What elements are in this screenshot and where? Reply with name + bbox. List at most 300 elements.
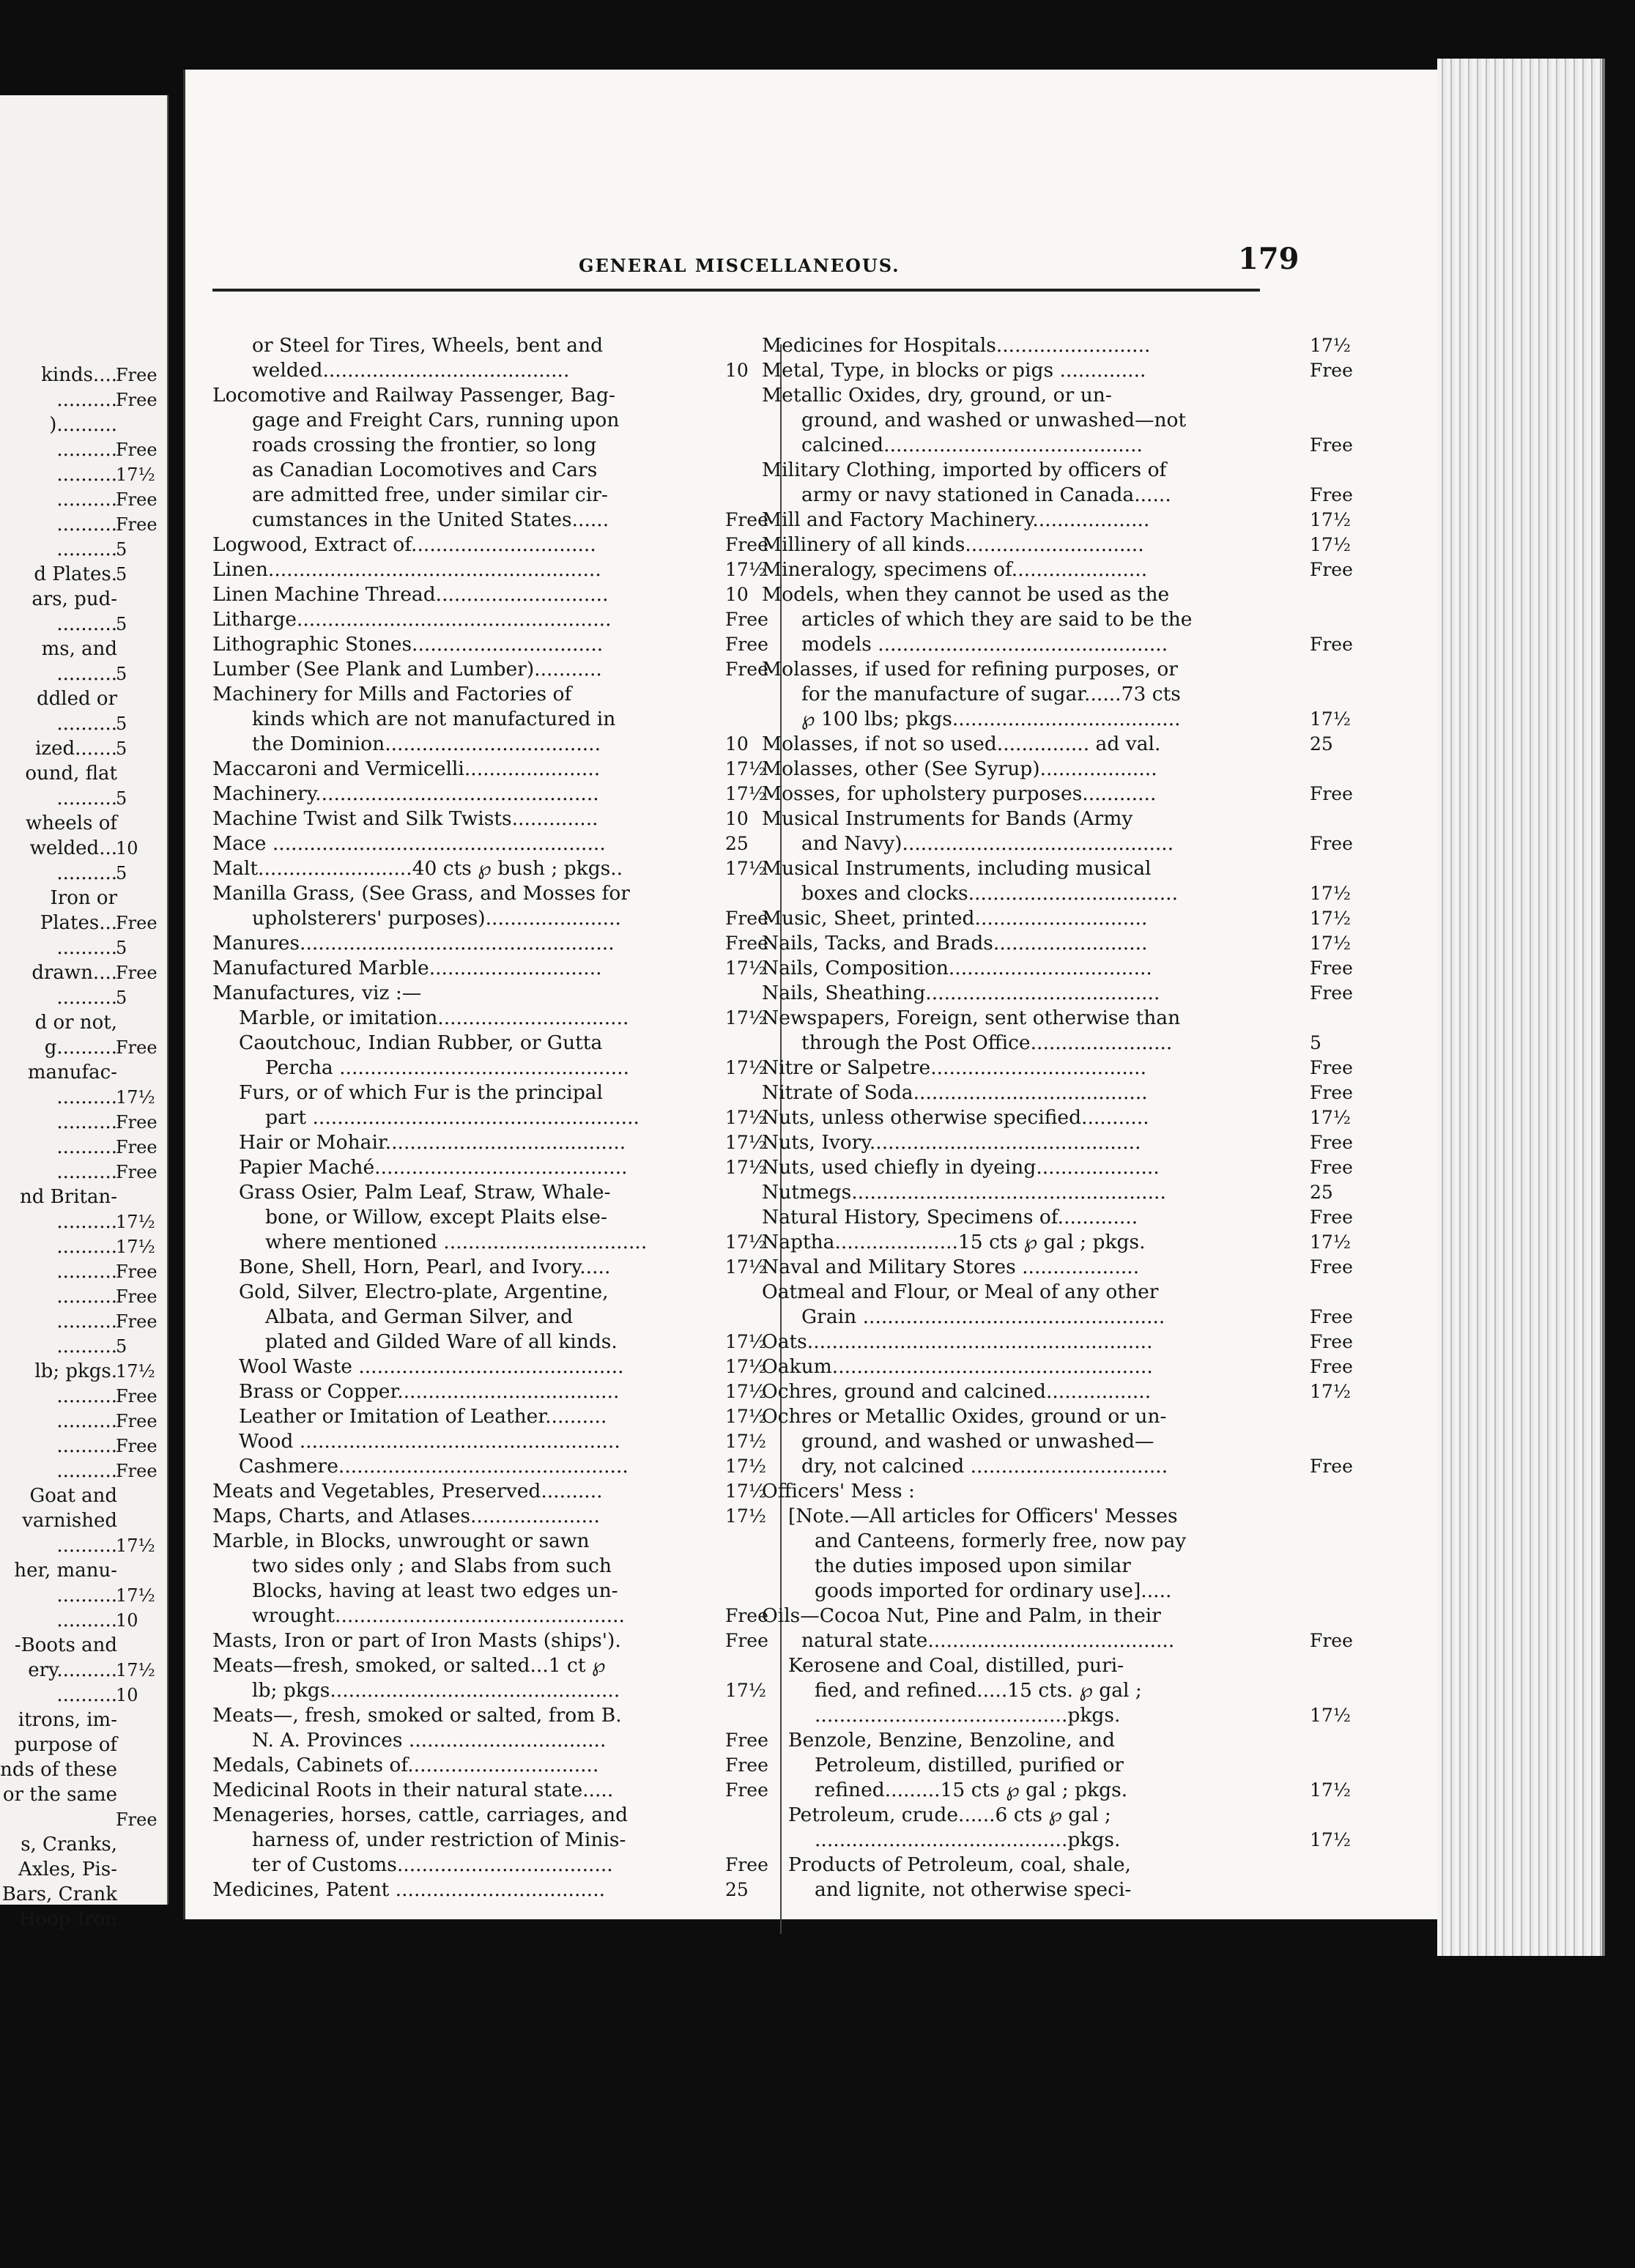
- facing-page-text: ..........: [56, 1311, 117, 1333]
- tariff-entry: [212, 1354, 784, 1379]
- entry-text-line: Nuts, unless otherwise specified...........: [762, 1106, 1149, 1129]
- entry-text-line: Ochres or Metallic Oxides, ground or un-: [762, 1405, 1167, 1428]
- duty-rate: Free: [1310, 783, 1353, 804]
- facing-page-text: Hoop Iron: [19, 1908, 117, 1930]
- facing-page-text: ound, flat: [25, 763, 117, 785]
- facing-page-rate: 17½: [116, 464, 155, 485]
- tariff-entry: [762, 782, 1370, 807]
- duty-rate: Free: [1310, 484, 1353, 505]
- entry-text-line: Medals, Cabinets of...............................: [212, 1754, 599, 1776]
- duty-rate: 25: [725, 833, 749, 854]
- facing-page-rate: Free: [116, 1261, 157, 1282]
- tariff-entry: [762, 1255, 1370, 1280]
- duty-rate: Free: [725, 534, 768, 555]
- tariff-entry: [762, 1853, 1370, 1902]
- entry-text-line: Meats—fresh, smoked, or salted...1 ct ℘: [212, 1654, 606, 1677]
- facing-page-text: purpose of: [14, 1734, 117, 1756]
- facing-page-rate: Free: [116, 1386, 157, 1407]
- facing-page-line: [0, 960, 167, 985]
- entry-text-line: Musical Instruments, including musical: [762, 857, 1152, 880]
- entry-text-line: and lignite, not otherwise speci-: [815, 1878, 1132, 1901]
- entry-text-line: bone, or Willow, except Plaits else-: [265, 1206, 607, 1228]
- entry-text-line: Molasses, if not so used............... ad val.: [762, 733, 1161, 755]
- tariff-entry: [212, 557, 784, 582]
- facing-page-text: or the same: [2, 1784, 117, 1806]
- duty-rate: Free: [1310, 1306, 1353, 1327]
- facing-page-text: ..........: [56, 389, 117, 411]
- entry-text-line: Officers' Mess :: [762, 1480, 915, 1502]
- entry-text-line: Newspapers, Foreign, sent otherwise than: [762, 1007, 1181, 1029]
- facing-page-text: varnished: [22, 1510, 117, 1532]
- facing-page-text: lb; pkgs.: [34, 1360, 117, 1382]
- duty-rate: Free: [725, 1630, 768, 1651]
- entry-text-line: Blocks, having at least two edges un-: [252, 1579, 618, 1602]
- entry-text-line: Medicines, Patent ..................................: [212, 1878, 606, 1901]
- entry-text-line: Products of Petroleum, coal, shale,: [788, 1853, 1131, 1876]
- tariff-entry: [212, 1031, 784, 1081]
- facing-page-text: ..........: [56, 1261, 117, 1283]
- facing-page-line: [0, 437, 167, 462]
- duty-rate: Free: [725, 609, 768, 630]
- duty-rate: 17½: [1310, 509, 1352, 530]
- facing-page-line: [0, 1807, 167, 1832]
- duty-rate: 17½: [725, 858, 767, 879]
- facing-page-text: ..........: [56, 1086, 117, 1108]
- facing-page-text: ..........: [56, 1585, 117, 1606]
- entry-text-line: Leather or Imitation of Leather..........: [239, 1405, 607, 1428]
- duty-rate: 17½: [1310, 1705, 1352, 1726]
- facing-page-text: ized.......: [35, 738, 117, 760]
- facing-page-line: [0, 363, 167, 388]
- entry-text-line: upholsterers' purposes)......................: [252, 907, 621, 930]
- entry-text-line: Mineralogy, specimens of......................: [762, 558, 1148, 581]
- facing-page-line: [0, 1010, 167, 1035]
- entry-text-line: Manures...................................................: [212, 932, 615, 955]
- facing-page-line: [0, 1633, 167, 1658]
- entry-text-line: Marble, in Blocks, unwrought or sawn: [212, 1530, 590, 1552]
- entry-text-line: for the manufacture of sugar......73 cts: [801, 683, 1181, 705]
- duty-rate: Free: [1310, 360, 1353, 381]
- facing-page-line: [0, 811, 167, 836]
- duty-rate: Free: [1310, 1356, 1353, 1377]
- facing-page-text: ..........: [56, 1460, 117, 1482]
- facing-page-rate: Free: [116, 963, 157, 983]
- entry-text-line: Grass Osier, Palm Leaf, Straw, Whale-: [239, 1181, 611, 1204]
- entry-text-line: fied, and refined.....15 cts. ℘ gal ;: [815, 1679, 1142, 1702]
- facing-page-line: [0, 985, 167, 1010]
- tariff-entry: [212, 757, 784, 782]
- duty-rate: 17½: [1310, 908, 1352, 929]
- duty-rate: Free: [1310, 559, 1353, 580]
- facing-page-text: ..........: [56, 987, 117, 1009]
- tariff-entry: [762, 458, 1370, 508]
- tariff-entry: [762, 1803, 1370, 1853]
- duty-rate: Free: [1310, 1456, 1353, 1477]
- facing-page-line: [0, 587, 167, 612]
- facing-page-line: [0, 1832, 167, 1857]
- facing-page-text: nd Britan-: [20, 1186, 117, 1208]
- tariff-entry: [212, 956, 784, 981]
- entry-text-line: Oats........................................................: [762, 1330, 1153, 1353]
- facing-page-line: [0, 1035, 167, 1060]
- facing-page-text: manufac-: [27, 1061, 117, 1083]
- facing-page-text: ..........: [56, 1211, 117, 1233]
- entry-text-line: and Navy)............................................: [801, 832, 1174, 855]
- entry-text-line: Naval and Military Stores ...................: [762, 1256, 1140, 1278]
- entry-text-line: as Canadian Locomotives and Cars: [252, 459, 598, 481]
- entry-text-line: cumstances in the United States......: [252, 508, 609, 531]
- entry-text-line: goods imported for ordinary use].....: [815, 1579, 1172, 1602]
- tariff-entry: [212, 1479, 784, 1504]
- duty-rate: Free: [1310, 982, 1353, 1004]
- facing-page-line: [0, 786, 167, 811]
- facing-page-text: welded...: [29, 837, 117, 859]
- entry-text-line: refined.........15 cts ℘ gal ; pkgs.: [815, 1779, 1128, 1801]
- duty-rate: 17½: [725, 1505, 767, 1527]
- duty-rate: Free: [725, 1754, 768, 1776]
- tariff-entry: [762, 1180, 1370, 1205]
- facing-page-text: drawn....: [31, 962, 117, 984]
- entry-text-line: gage and Freight Cars, running upon: [252, 409, 620, 431]
- duty-rate: Free: [725, 1730, 768, 1751]
- entry-text-line: Linen Machine Thread............................: [212, 583, 609, 606]
- entry-text-line: Nails, Sheathing......................................: [762, 982, 1160, 1004]
- tariff-entry: [762, 1404, 1370, 1479]
- facing-page-text: ..........: [56, 937, 117, 959]
- facing-page-text: ..........: [56, 1385, 117, 1407]
- entry-text-line: Nails, Tacks, and Brads.........................: [762, 932, 1148, 955]
- entry-text-line: Machinery for Mills and Factories of: [212, 683, 572, 705]
- entry-text-line: kinds which are not manufactured in: [252, 708, 616, 730]
- tariff-entry: [212, 1529, 784, 1628]
- entry-text-line: Musical Instruments for Bands (Army: [762, 807, 1133, 830]
- facing-page-rate: Free: [116, 1137, 157, 1157]
- facing-page-text: ..........: [56, 713, 117, 735]
- tariff-entry: [212, 1504, 784, 1529]
- facing-page-rate: Free: [116, 913, 157, 933]
- tariff-entry: [762, 383, 1370, 458]
- entry-text-line: Manufactured Marble............................: [212, 957, 602, 979]
- entry-text-line: Music, Sheet, printed............................: [762, 907, 1148, 930]
- entry-text-line: harness of, under restriction of Minis-: [252, 1828, 626, 1851]
- entry-text-line: Machinery..............................................: [212, 782, 599, 805]
- facing-page-text: ..........: [56, 1136, 117, 1158]
- facing-page-text: ..........: [56, 663, 117, 685]
- facing-page-rate: 5: [116, 987, 127, 1008]
- column-right: [762, 333, 1370, 1902]
- duty-rate: 10: [725, 808, 749, 829]
- facing-page-rate: Free: [116, 1311, 157, 1332]
- entry-text-line: Petroleum, distilled, purified or: [815, 1754, 1124, 1776]
- tariff-entry: [212, 1429, 784, 1454]
- facing-page-line: [0, 512, 167, 537]
- duty-rate: Free: [1310, 1256, 1353, 1278]
- facing-page-line: [0, 1757, 167, 1782]
- entry-text-line: Menageries, horses, cattle, carriages, and: [212, 1804, 629, 1826]
- entry-text-line: Percha ...............................................: [265, 1056, 630, 1079]
- tariff-entry: [762, 1280, 1370, 1330]
- duty-rate: Free: [1310, 833, 1353, 854]
- facing-page-line: [0, 1782, 167, 1807]
- facing-page-rate: 17½: [116, 1087, 155, 1108]
- duty-rate: 17½: [1310, 1231, 1352, 1253]
- entry-text-line: Naptha....................15 cts ℘ gal ; pkgs.: [762, 1231, 1146, 1253]
- facing-page-rate: Free: [116, 1411, 157, 1431]
- facing-page-line: [0, 662, 167, 686]
- facing-page-line: [0, 1459, 167, 1483]
- tariff-entry: [762, 732, 1370, 757]
- duty-rate: Free: [725, 659, 768, 680]
- entry-text-line: Kerosene and Coal, distilled, puri-: [788, 1654, 1124, 1677]
- facing-page-rate: Free: [116, 1112, 157, 1133]
- entry-text-line: Medicinal Roots in their natural state.....: [212, 1779, 614, 1801]
- page-header: [183, 242, 1437, 278]
- facing-page-line: [0, 1085, 167, 1110]
- facing-page-line: [0, 1558, 167, 1583]
- tariff-entry: [762, 1504, 1370, 1604]
- facing-page-line: [0, 1658, 167, 1683]
- duty-rate: 17½: [725, 1107, 767, 1128]
- tariff-entry: [212, 632, 784, 657]
- facing-page-text: wheels of: [26, 812, 117, 834]
- facing-page-line: [0, 1209, 167, 1234]
- facing-page-line: [0, 1384, 167, 1409]
- tariff-entry: [212, 1155, 784, 1180]
- page-number: 179: [1238, 242, 1300, 276]
- duty-rate: Free: [1310, 1331, 1353, 1352]
- facing-page-text: ..........: [56, 1435, 117, 1457]
- facing-page-text: kinds....: [41, 364, 117, 386]
- duty-rate: 25: [1310, 1182, 1333, 1203]
- entry-text-line: N. A. Provinces ................................: [252, 1729, 607, 1752]
- tariff-entry: [212, 607, 784, 632]
- facing-page-text: ..........: [56, 1161, 117, 1183]
- facing-page-line: [0, 487, 167, 512]
- entry-text-line: Cashmere...............................................: [239, 1455, 629, 1478]
- facing-page-rate: 5: [116, 788, 127, 809]
- entry-text-line: through the Post Office.......................: [801, 1031, 1173, 1054]
- facing-page-text: Bars, Crank: [1, 1883, 117, 1905]
- entry-text-line: plated and Gilded Ware of all kinds.: [265, 1330, 618, 1353]
- facing-page-text: ..........: [56, 1335, 117, 1357]
- facing-page-text: ddled or: [37, 688, 117, 710]
- facing-page-rate: Free: [116, 1162, 157, 1182]
- duty-rate: 17½: [725, 1480, 767, 1502]
- facing-page-rate: 17½: [116, 1535, 155, 1556]
- facing-page-line: [0, 1409, 167, 1434]
- facing-page-text: ..........: [56, 1684, 117, 1706]
- tariff-entry: [762, 856, 1370, 906]
- duty-rate: 17½: [1310, 933, 1352, 954]
- tariff-entry: [212, 1180, 784, 1255]
- entry-text-line: Locomotive and Railway Passenger, Bag-: [212, 384, 615, 407]
- duty-rate: Free: [1310, 1207, 1353, 1228]
- entry-text-line: Models, when they cannot be used as the: [762, 583, 1170, 606]
- facing-page-rate: 17½: [116, 1660, 155, 1680]
- entry-text-line: Nitre or Salpetre...................................: [762, 1056, 1147, 1079]
- facing-page-line: [0, 1259, 167, 1284]
- facing-page-rate: 17½: [116, 1361, 155, 1382]
- duty-rate: 17½: [1310, 1107, 1352, 1128]
- tariff-entry: [212, 533, 784, 557]
- facing-page-text: Goat and: [29, 1485, 117, 1507]
- facing-page-line: [0, 1882, 167, 1907]
- duty-rate: Free: [725, 908, 768, 929]
- entry-text-line: Molasses, other (See Syrup)...................: [762, 757, 1157, 780]
- tariff-entry: [212, 682, 784, 757]
- duty-rate: 17½: [1310, 1829, 1352, 1850]
- facing-page-rate: 10: [116, 838, 138, 859]
- tariff-entry: [212, 383, 784, 533]
- duty-rate: 17½: [725, 1356, 767, 1377]
- running-title: GENERAL MISCELLANEOUS.: [579, 255, 900, 276]
- tariff-entry: [212, 1255, 784, 1280]
- facing-page-line: [0, 1185, 167, 1209]
- facing-page-rate: 5: [116, 564, 127, 585]
- tariff-entry: [762, 906, 1370, 931]
- entry-text-line: the duties imposed upon similar: [815, 1554, 1131, 1577]
- tariff-entry: [212, 931, 784, 956]
- tariff-entry: [762, 533, 1370, 557]
- duty-rate: 25: [1310, 733, 1333, 755]
- entry-text-line: Meats—, fresh, smoked or salted, from B.: [212, 1704, 622, 1727]
- facing-page-rate: Free: [116, 1286, 157, 1307]
- facing-page-rate: Free: [116, 1461, 157, 1481]
- tariff-entry: [762, 1205, 1370, 1230]
- facing-page-text: ars, pud-: [31, 588, 117, 610]
- entry-text-line: .........................................pkgs.: [815, 1828, 1121, 1851]
- duty-rate: Free: [725, 1605, 768, 1626]
- duty-rate: 17½: [725, 1231, 767, 1253]
- tariff-entry: [762, 757, 1370, 782]
- facing-page-line: [0, 562, 167, 587]
- facing-page-rate: Free: [116, 440, 157, 460]
- facing-page-line: [0, 1857, 167, 1882]
- facing-page-line: [0, 1309, 167, 1334]
- tariff-entry: [762, 956, 1370, 981]
- tariff-entry: [212, 582, 784, 607]
- duty-rate: 17½: [725, 1007, 767, 1029]
- entry-text-line: Millinery of all kinds.............................: [762, 533, 1144, 556]
- tariff-entry: [762, 981, 1370, 1006]
- duty-rate: Free: [725, 1854, 768, 1875]
- tariff-entry: [212, 831, 784, 856]
- column-left: [212, 333, 784, 1902]
- facing-page-line: [0, 1483, 167, 1508]
- facing-page-text: s, Cranks,: [21, 1834, 117, 1856]
- entry-text-line: Ochres, ground and calcined.................: [762, 1380, 1152, 1403]
- entry-text-line: calcined..........................................: [801, 434, 1143, 456]
- tariff-entry: [212, 333, 784, 383]
- tariff-entry: [212, 1878, 784, 1902]
- tariff-entry: [762, 1081, 1370, 1105]
- facing-page-rate: Free: [116, 1809, 157, 1830]
- tariff-entry: [762, 1056, 1370, 1081]
- facing-page-text: Plates...: [40, 912, 117, 934]
- entry-text-line: Litharge...................................................: [212, 608, 612, 631]
- facing-page-line: [0, 637, 167, 662]
- facing-page-text: g..........: [44, 1037, 117, 1059]
- facing-page-line: [0, 412, 167, 437]
- tariff-entry: [762, 807, 1370, 856]
- duty-rate: 25: [725, 1879, 749, 1900]
- facing-page-rate: Free: [116, 1436, 157, 1456]
- tariff-entry: [762, 1330, 1370, 1354]
- tariff-entry: [762, 931, 1370, 956]
- facing-page-text: d or not,: [34, 1012, 117, 1034]
- entry-text-line: Nuts, Ivory............................................: [762, 1131, 1141, 1154]
- facing-page-line: [0, 1708, 167, 1732]
- entry-text-line: welded........................................: [252, 359, 570, 382]
- facing-page-text: itrons, im-: [18, 1709, 117, 1731]
- facing-page-rate: Free: [116, 365, 157, 385]
- entry-text-line: army or navy stationed in Canada......: [801, 483, 1171, 506]
- entry-text-line: Mill and Factory Machinery...................: [762, 508, 1150, 531]
- facing-page-rate: 10: [116, 1610, 138, 1631]
- duty-rate: 17½: [725, 1132, 767, 1153]
- entry-text-line: Caoutchouc, Indian Rubber, or Gutta: [239, 1031, 603, 1054]
- duty-rate: 17½: [725, 1381, 767, 1402]
- duty-rate: Free: [1310, 957, 1353, 979]
- tariff-entry: [762, 1130, 1370, 1155]
- tariff-entry: [762, 1379, 1370, 1404]
- entry-text-line: Natural History, Specimens of.............: [762, 1206, 1138, 1228]
- duty-rate: Free: [725, 634, 768, 655]
- entry-text-line: dry, not calcined ................................: [801, 1455, 1168, 1478]
- tariff-entry: [762, 557, 1370, 582]
- duty-rate: 17½: [725, 1157, 767, 1178]
- tariff-entry: [212, 1753, 784, 1778]
- facing-page-text: ..........: [56, 613, 117, 635]
- facing-page-rate: Free: [116, 1037, 157, 1058]
- facing-page-line: [0, 861, 167, 886]
- facing-page-rate: 5: [116, 614, 127, 634]
- entry-text-line: Machine Twist and Silk Twists..............: [212, 807, 598, 830]
- tariff-entry: [212, 1280, 784, 1354]
- entry-text-line: Nails, Composition.................................: [762, 957, 1152, 979]
- entry-text-line: Hair or Mohair.......................................: [239, 1131, 626, 1154]
- facing-page-line: [0, 911, 167, 935]
- entry-text-line: ground, and washed or unwashed—: [801, 1430, 1154, 1453]
- facing-page-line: [0, 612, 167, 637]
- entry-text-line: Petroleum, crude......6 cts ℘ gal ;: [788, 1804, 1111, 1826]
- tariff-entry: [212, 782, 784, 807]
- facing-page-line: [0, 836, 167, 861]
- entry-text-line: part .....................................................: [265, 1106, 639, 1129]
- facing-page-line: [0, 1234, 167, 1259]
- entry-text-line: ter of Customs...................................: [252, 1853, 613, 1876]
- tariff-entry: [762, 1728, 1370, 1803]
- tariff-entry: [212, 1628, 784, 1653]
- facing-page-rate: 17½: [116, 1237, 155, 1257]
- facing-page-rate: Free: [116, 390, 157, 410]
- facing-page-line: [0, 935, 167, 960]
- entry-text-line: Mosses, for upholstery purposes............: [762, 782, 1157, 805]
- tariff-entry: [212, 1379, 784, 1404]
- tariff-entry: [762, 508, 1370, 533]
- facing-page-text: ..........: [56, 1410, 117, 1432]
- tariff-entry: [762, 1653, 1370, 1728]
- facing-page-text: ..........: [56, 1609, 117, 1631]
- facing-page-text: ..........: [56, 538, 117, 560]
- tariff-entry: [212, 881, 784, 931]
- duty-rate: 17½: [1310, 1381, 1352, 1402]
- duty-rate: 17½: [725, 1680, 767, 1701]
- facing-page-line: [0, 462, 167, 487]
- duty-rate: Free: [1310, 634, 1353, 655]
- duty-rate: 17½: [725, 783, 767, 804]
- facing-page-text: ..........: [56, 1111, 117, 1133]
